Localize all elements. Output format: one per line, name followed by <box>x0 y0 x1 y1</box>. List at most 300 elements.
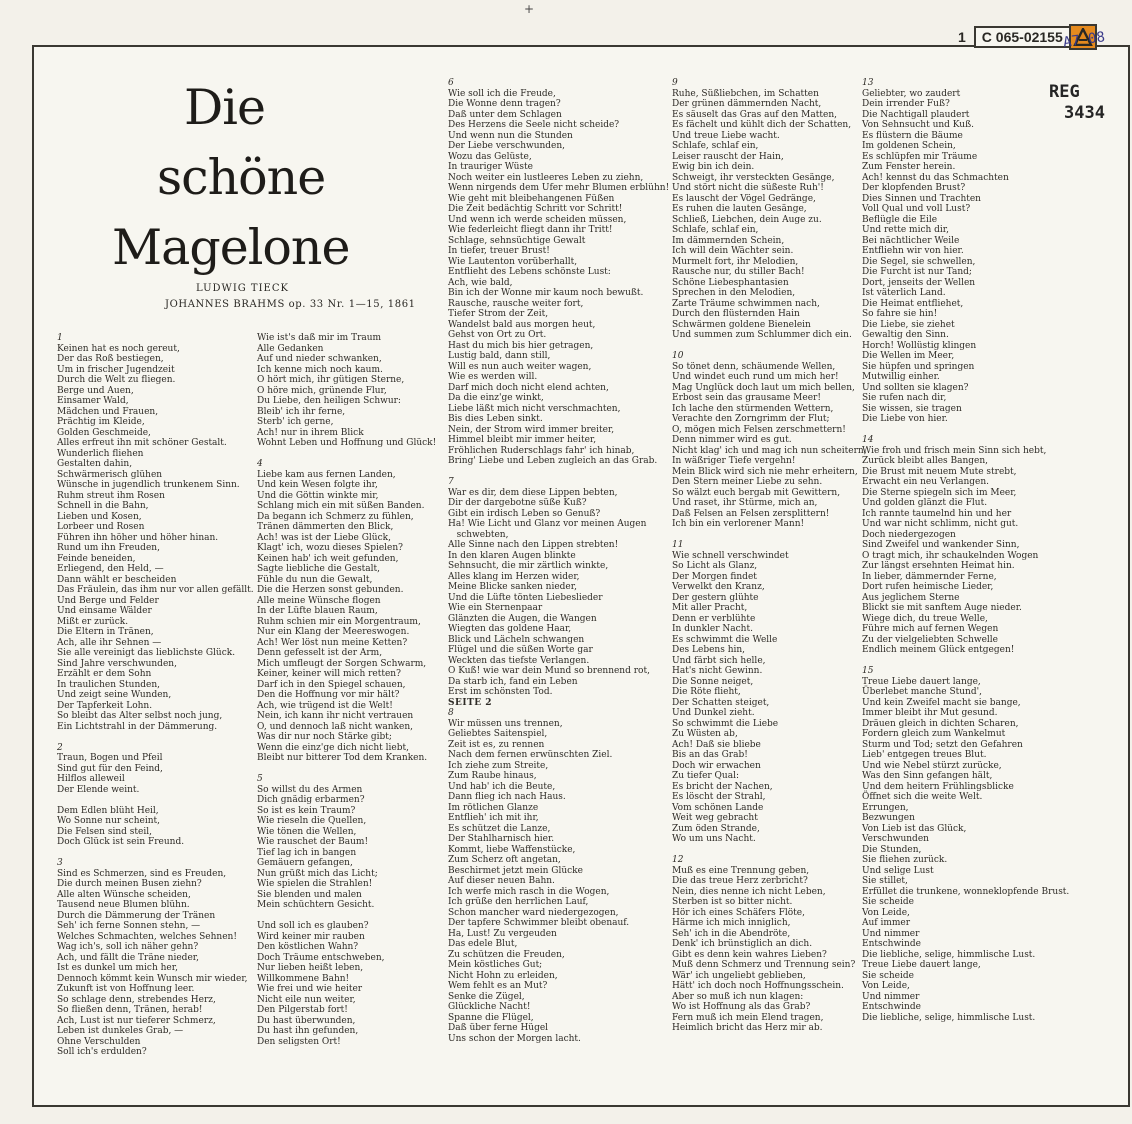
poem-line: Denk' ich brünstiglich an dich. <box>672 939 813 949</box>
poem-number: 15 <box>862 666 874 676</box>
poem-line: Heimlich bricht das Herz mir ab. <box>672 1023 823 1033</box>
poem-line: Es fächelt und kühlt dich der Schatten, <box>672 120 852 130</box>
poem-line: So wälzt euch bergab mit Gewittern, <box>672 487 841 498</box>
poem-line: Treue Liebe dauert lange, <box>862 960 981 970</box>
poem-line: Die Nachtigall plaudert <box>862 109 970 120</box>
poem-number: 3 <box>57 858 63 868</box>
poem-line: Treue Liebe dauert lange, <box>862 676 981 687</box>
poem-line: Glänzten die Augen, die Wangen <box>448 613 597 624</box>
poem-line: Der Stahlharnisch hier. <box>448 834 555 844</box>
poem-line: Wie schnell verschwindet <box>672 550 789 561</box>
poem-line: Sie scheide <box>862 970 914 981</box>
poem-line: Wag ich's, soll ich näher gehn? <box>57 942 199 952</box>
poem-line: Mädchen und Frauen, <box>57 406 159 417</box>
poem-line: Prächtig im Kleide, <box>57 417 145 427</box>
poem-number: 13 <box>862 78 874 88</box>
poem-line: O hört mich, ihr gütigen Sterne, <box>257 375 405 385</box>
poem-line: Keinen hab' ich weit gefunden, <box>257 553 399 564</box>
poem-line: Senke die Zügel, <box>448 991 525 1002</box>
poem-line: Uns schon der Morgen lacht. <box>448 1033 581 1044</box>
text-column-2 <box>257 333 436 1047</box>
poem-line: Hat's nicht Gewinn. <box>672 666 763 676</box>
poem-line: Bei nächtlicher Weile <box>862 235 960 246</box>
poem-line: Und dem heitern Frühlingsblicke <box>862 781 1014 792</box>
poem-line: In lieber, dämmernder Ferne, <box>862 571 997 582</box>
poem-line: Und einsame Wälder <box>57 606 152 616</box>
poem-line: Seh' ich in die Abendröte, <box>672 928 791 939</box>
poem-line: Ich rannte taumelnd hin und her <box>862 508 1012 519</box>
poem-number: 12 <box>672 855 684 865</box>
poem-line: Nicht eile nun weiter, <box>257 994 356 1005</box>
poem-line: Bezwungen <box>862 813 915 823</box>
stamp-line: REG <box>1049 82 1080 102</box>
poem-line: Und raset, ihr Stürme, mich an, <box>672 498 818 508</box>
poem-line: Verachte den Zorngrimm der Flut; <box>672 414 830 424</box>
poem-line: Und kein Wesen folgte ihr, <box>257 480 378 490</box>
poem-line: Weckten das tiefste Verlangen. <box>448 655 590 666</box>
poem-line: Sagte liebliche die Gestalt, <box>257 564 381 574</box>
poem-line: Wem fehlt es an Mut? <box>448 981 548 991</box>
poem-line: Und färbt sich helle, <box>672 655 766 666</box>
poem-line: Nun grüßt mich das Licht; <box>257 868 378 879</box>
poem-line: Da die einz'ge winkt, <box>448 393 544 403</box>
poem-line: Die Liebe von hier. <box>862 414 948 424</box>
poem-line: Mein Blick wird sich nie mehr erheitern, <box>672 466 858 477</box>
poem-line: Wunderlich fliehen <box>57 448 144 459</box>
poem-line: Sturm und Tod; setzt den Gefahren <box>862 739 1023 750</box>
poem-line: Muß denn Schmerz und Trennung sein? <box>672 960 856 970</box>
poem-line: Immer bleibt ihr Mut gesund. <box>862 708 998 718</box>
poem-line: Und selige Lust <box>862 865 934 876</box>
poem-line: Schwärmerisch glühen <box>57 469 163 480</box>
poem-line: Ich lache den stürmenden Wettern, <box>672 403 834 414</box>
poem-line: Im goldenen Schein, <box>862 141 956 151</box>
poem-line: Erst im schönsten Tod. <box>448 687 553 697</box>
poem-line: Wie rieseln die Quellen, <box>257 816 367 826</box>
poem-line: Die Segel, sie schwellen, <box>862 256 976 267</box>
poem-line: Liebe läßt mich nicht verschmachten, <box>448 403 621 414</box>
poem-line: Glückliche Nacht! <box>448 1002 531 1012</box>
poem-line: Schließ, Liebchen, dein Auge zu. <box>672 214 822 225</box>
poem-line: Mein schüchtern Gesicht. <box>257 900 375 910</box>
poem-line: Hast du mich bis hier getragen, <box>448 340 594 351</box>
poem-line: Dräuen gleich in dichten Scharen, <box>862 718 1019 729</box>
poem-line: Die Brust mit neuem Mute strebt, <box>862 466 1017 477</box>
poem-line: Im rötlichen Glanze <box>448 802 539 813</box>
poem-line: Liebe kam aus fernen Landen, <box>257 469 396 480</box>
poem-line: Auf dieser neuen Bahn. <box>448 876 555 886</box>
catalog-number: C 065-02155 <box>974 26 1071 48</box>
poem-line: Und treue Liebe wacht. <box>672 130 780 141</box>
poem-line: Das edele Blut, <box>448 939 518 949</box>
poem-line: Blick und Lächeln schwangen <box>448 634 585 645</box>
poem-line: Ein Lichtstrahl in der Dämmerung. <box>57 721 218 732</box>
poem-line: Denn er verblühte <box>672 613 756 624</box>
poem-line: Nein, dies nenne ich nicht Leben, <box>672 886 826 897</box>
stanza-gap <box>448 467 669 478</box>
poem-line: Daß über ferne Hügel <box>448 1023 549 1033</box>
handwritten-mark: A7 08 <box>1062 29 1107 51</box>
poem-line: Schöne Liebesphantasien <box>672 277 789 288</box>
poem-line: Dem Edlen blüht Heil, <box>57 805 159 816</box>
poem-line: Murmelt fort, ihr Melodien, <box>672 256 799 267</box>
poem-line: Du hast überwunden, <box>257 1015 356 1026</box>
poem-line: Erfüllet die trunkene, wonneklopfende Brust. <box>862 886 1070 897</box>
poem-line: Geliebter, wo zaudert <box>862 88 961 99</box>
poem-line: Durch den flüsternden Hain <box>672 309 800 319</box>
poem-line: Es ruhen die lauten Gesänge, <box>672 204 807 214</box>
poem-line: Den köstlichen Wahn? <box>257 942 359 952</box>
poem-line: Zum Scherz oft angetan, <box>448 855 561 865</box>
poem-line: Die Wellen im Meer, <box>862 351 955 361</box>
poem-line: Und die Lüfte tönten Liebeslieder <box>448 592 603 603</box>
poem-line: Härme ich mich inniglich, <box>672 918 791 928</box>
poem-line: Wär' ich ungeliebt geblieben, <box>672 970 806 981</box>
poem-line: Leiser rauscht der Hain, <box>672 151 784 162</box>
poem-line: Rausche, rausche weiter fort, <box>448 298 584 309</box>
poem-line: Dann flieg ich nach Haus. <box>448 792 566 802</box>
poem-line: Lieben und Kosen, <box>57 511 142 522</box>
poem-line: Die Stunden, <box>862 844 922 855</box>
poem-line: Und stört nicht die süßeste Ruh'! <box>672 183 824 193</box>
poem-line: Um in frischer Jugendzeit <box>57 364 175 375</box>
poem-line: Beschirmet jetzt mein Glücke <box>448 865 583 876</box>
poem-line: Und Berge und Felder <box>57 595 159 606</box>
poem-line: Wie frei und wie heiter <box>257 984 363 994</box>
poem-line: So schwimmt die Liebe <box>672 718 779 729</box>
poem-line: Ich bin ein verlorener Mann! <box>672 519 805 529</box>
poem-line: Zur längst ersehnten Heimat hin. <box>862 561 1015 571</box>
poem-line: Fordern gleich zum Wankelmut <box>862 729 1006 739</box>
poem-line: Schlage, sehnsüchtige Gewalt <box>448 235 586 246</box>
poem-line: Wohnt Leben und Hoffnung und Glück! <box>257 438 437 448</box>
poem-line: Mutwillig einher. <box>862 372 940 382</box>
poem-line: Die das treue Herz zerbricht? <box>672 876 808 886</box>
poem-line: Gestalten dahin, <box>57 459 133 469</box>
poem-line: Entschwinde <box>862 1002 921 1012</box>
poem-line: Gemäuern gefangen, <box>257 858 353 868</box>
poem-line: Doch wir erwachen <box>672 760 761 771</box>
text-column-4 <box>672 78 867 1034</box>
poem-line: Zarte Träume schwimmen nach, <box>672 298 820 309</box>
poem-line: Lorbeer und Rosen <box>57 522 145 532</box>
poem-line: Die durch meinen Busen ziehn? <box>57 879 202 889</box>
poem-line: Ach, wie trügend ist die Welt! <box>257 700 393 711</box>
poem-line: O, und dennoch laß nicht wanken, <box>257 721 413 732</box>
poem-line: Die Röte flieht, <box>672 687 741 697</box>
poem-line: Leben ist dunkeles Grab, — <box>57 1026 184 1036</box>
poem-line: Es löscht der Strahl, <box>672 792 766 802</box>
poem-line: Zeit ist es, zu rennen <box>448 739 545 750</box>
poem-line: Dies Sinnen und Trachten <box>862 193 981 204</box>
poem-line: Des Lebens hin, <box>672 645 746 655</box>
poem-line: Von Sehnsucht und Kuß. <box>862 120 974 130</box>
poem-line: Nein, der Strom wird immer breiter, <box>448 424 615 435</box>
poem-line: Da begann ich Schmerz zu fühlen, <box>257 511 414 522</box>
poem-line: Wie ist's daß mir im Traum <box>257 333 382 343</box>
poem-line: Zu schützen die Freuden, <box>448 949 565 960</box>
poem-line: Die die Herzen sonst gebunden. <box>257 585 404 595</box>
registration-tick: + <box>524 2 535 16</box>
poem-line: Wie geht mit bleibehangenen Füßen <box>448 193 615 204</box>
poem-number: 2 <box>57 742 63 753</box>
poem-line: Doch niedergezogen <box>862 529 956 540</box>
poem-line: Verwelkt den Kranz, <box>672 582 765 592</box>
stanza-gap <box>57 732 254 743</box>
poem-line: Endlich meinem Glück entgegen! <box>862 645 1015 655</box>
poem-number: 4 <box>257 459 263 469</box>
poem-line: Voll Qual und voll Lust? <box>862 204 971 214</box>
poem-line: Gibt ein irdisch Leben so Genuß? <box>448 508 601 519</box>
poem-line: Zukunft ist von Hoffnung leer. <box>57 984 195 994</box>
poem-line: Himmel bleibt mir immer heiter, <box>448 435 597 445</box>
side-label: SEITE 2 <box>448 697 493 708</box>
poem-line: Und rette mich dir, <box>862 225 949 235</box>
poem-line: Und wenn nun die Stunden <box>448 130 573 141</box>
poem-line: Es schlüpfen mir Träume <box>862 151 978 162</box>
poem-line: Ist es dunkel um mich her, <box>57 963 178 973</box>
poem-line: Sie stillet, <box>862 876 908 886</box>
poem-line: Erbost sein das grausame Meer! <box>672 393 821 403</box>
poem-line: Wie soll ich die Freude, <box>448 88 556 99</box>
poem-line: Hätt' ich doch noch Hoffnungsschein. <box>672 981 844 991</box>
poem-line: Erzählt er dem Sohn <box>57 669 152 679</box>
poem-line: Traun, Bogen und Pfeil <box>57 753 163 763</box>
poem-line: Wiege dich, du treue Welle, <box>862 613 988 624</box>
poem-line: Der gestern glühte <box>672 592 759 603</box>
stanza-gap <box>257 449 436 460</box>
poem-number: 1 <box>57 333 63 343</box>
poem-line: Daß Felsen an Felsen zersplittern! <box>672 508 830 519</box>
poem-line: Und nimmer <box>862 991 920 1002</box>
poem-line: Keiner, keiner will mich retten? <box>257 669 401 679</box>
poem-line: Entflieh' ich mit ihr, <box>448 813 539 823</box>
poem-line: Ha! Wie Licht und Glanz vor meinen Augen <box>448 519 647 529</box>
poem-line: Das Fräulein, das ihm nur vor allen gefällt. <box>57 585 254 595</box>
poem-line: Ich ziehe zum Streite, <box>448 760 549 771</box>
poem-line: In wäßriger Tiefe vergehn! <box>672 456 796 466</box>
poem-line: Auf und nieder schwanken, <box>257 354 382 364</box>
stanza-gap <box>672 845 867 856</box>
poem-line: Ewig bin ich dein. <box>672 162 755 172</box>
poem-line: O, mögen mich Felsen zerschmettern! <box>672 424 846 435</box>
poem-line: Kommt, liebe Waffenstücke, <box>448 844 576 855</box>
poem-number: 14 <box>862 435 874 445</box>
poem-line: Sterben ist so bitter nicht. <box>672 897 793 907</box>
poem-line: Flügel und die süßen Worte gar <box>448 645 593 655</box>
poem-line: Dein irrender Fuß? <box>862 99 950 109</box>
poem-line: So Licht als Glanz, <box>672 561 758 571</box>
poem-line: O höre mich, grünende Flur, <box>257 385 387 396</box>
poem-line: In traulichen Stunden, <box>57 679 160 690</box>
poem-line: Ach, Lust ist nur tieferer Schmerz, <box>57 1015 216 1026</box>
poem-line: Zu Wüsten ab, <box>672 729 738 739</box>
poem-line: Rund um ihn Freuden, <box>57 543 160 553</box>
poem-line: Es schützet die Lanze, <box>448 823 551 834</box>
poem-line: Doch Glück ist sein Freund. <box>57 837 185 847</box>
poem-line: Wünsche in jugendlich trunkenem Sinn. <box>57 480 240 490</box>
poem-line: Alle meine Wünsche flogen <box>257 595 381 606</box>
poem-line: Tränen dämmerten den Blick, <box>257 522 394 532</box>
title-line: Die <box>184 79 265 136</box>
poem-line: Entflieht des Lebens schönste Lust: <box>448 267 611 277</box>
poem-line: Und windet euch rund um mich her! <box>672 372 839 382</box>
poem-line: Dann wählt er bescheiden <box>57 574 177 585</box>
poem-line: Fröhlichen Ruderschlags fahr' ich hinab, <box>448 445 635 456</box>
poem-line: Öffnet sich die weite Welt. <box>862 792 983 802</box>
poem-line: Schon mancher ward niedergezogen, <box>448 907 619 918</box>
poem-line: So bleibt das Alter selbst noch jung, <box>57 711 223 721</box>
poem-line: Des Herzens die Seele nicht scheide? <box>448 120 620 130</box>
poem-line: Ach! nur in ihrem Blick <box>257 427 364 438</box>
poem-line: Mißt er zurück. <box>57 616 129 627</box>
poem-line: Du hast ihn gefunden, <box>257 1026 359 1036</box>
poem-line: Tiefer Strom der Zeit, <box>448 309 549 319</box>
poem-line: Golden Geschmeide, <box>57 427 151 438</box>
poem-line: Darf ich in den Spiegel schauen, <box>257 679 406 690</box>
poem-line: Aus jeglichem Sterne <box>862 592 960 603</box>
poem-line: Mich umfleugt der Sorgen Schwarm, <box>257 658 427 669</box>
poem-line: Ruhm streut ihm Rosen <box>57 490 165 501</box>
poem-line: Ach! kennst du das Schmachten <box>862 172 1009 183</box>
poem-line: Bis dies Leben sinkt. <box>448 414 543 424</box>
poem-line: Von Lieb ist das Glück, <box>862 823 967 834</box>
poem-line: Und golden glänzt die Flut. <box>862 498 988 508</box>
poem-line: Die Sterne spiegeln sich im Meer, <box>862 487 1017 498</box>
poem-number: 5 <box>257 774 263 784</box>
stamp-line: 3434 <box>1064 103 1105 123</box>
poem-line: Doch Träume entschweben, <box>257 952 385 963</box>
poem-line: Nein, ich kann ihr nicht vertrauen <box>257 711 414 721</box>
poem-number: 11 <box>672 540 684 550</box>
poem-line: Wird keiner mir rauben <box>257 931 365 942</box>
poem-line: In tiefer, treuer Brust! <box>448 246 550 256</box>
poem-line: Die liebliche, selige, himmlische Lust. <box>862 949 1036 960</box>
poem-line: Bin ich der Wonne mir kaum noch bewußt. <box>448 288 644 298</box>
title-line: schöne <box>157 149 326 206</box>
stanza-gap <box>672 341 867 352</box>
poem-line: In den klaren Augen blinkte <box>448 550 576 561</box>
poem-line: Die Furcht ist nur Tand; <box>862 267 972 277</box>
text-column-1 <box>57 333 254 1058</box>
poem-line: Die Liebe, sie ziehet <box>862 319 955 330</box>
poem-line: So fahre sie hin! <box>862 309 938 319</box>
poem-line: Wenn die einz'ge dich nicht liebt, <box>257 742 409 753</box>
poem-line: Es flüstern die Bäume <box>862 130 963 141</box>
poem-line: Und summen zum Schlummer dich ein. <box>672 330 852 340</box>
poem-line: Nach dem fernen erwünschten Ziel. <box>448 750 613 760</box>
stanza-gap <box>57 848 254 859</box>
poem-line: Und war nicht schlimm, nicht gut. <box>862 519 1019 529</box>
page-title <box>112 73 349 283</box>
poem-line: Einsamer Wald, <box>57 396 129 406</box>
poem-line: Zurück bleibt alles Bangen, <box>862 456 989 466</box>
poem-line: Feinde beneiden, <box>57 553 136 564</box>
poem-line: Und wie Nebel stürzt zurücke, <box>862 760 1002 771</box>
poem-line: Zum Raube hinaus, <box>448 771 537 781</box>
poem-line: Wenn nirgends dem Ufer mehr Blumen erblühn! <box>448 183 670 193</box>
poem-line: Welches Schmachten, welches Sehnen! <box>57 931 237 942</box>
poem-line: Die Eltern in Tränen, <box>57 627 154 637</box>
poem-number: 10 <box>672 351 684 361</box>
poem-line: Wir müssen uns trennen, <box>448 718 563 729</box>
poem-line: Dir der dargebotne süße Kuß? <box>448 498 587 508</box>
poem-line: Sie hüpfen und springen <box>862 361 975 372</box>
poem-line: Nicht Hohn zu erleiden, <box>448 970 558 981</box>
poem-line: O Kuß! wie war dein Mund so brennend rot, <box>448 666 650 676</box>
poem-line: Dort, jenseits der Wellen <box>862 277 976 288</box>
poem-line: Noch weiter ein lustleeres Leben zu ziehn, <box>448 172 644 183</box>
poem-line: Nur ein Klang der Meereswogen. <box>257 627 410 637</box>
poem-line: Wo ist Hoffnung als das Grab? <box>672 1002 811 1012</box>
poem-line: Sie wissen, sie tragen <box>862 403 962 414</box>
poem-line: Klagt' ich, wozu dieses Spielen? <box>257 543 403 553</box>
poem-line: Sie scheide <box>862 897 914 907</box>
poem-line: Lieb' entgegen treues Blut. <box>862 750 987 760</box>
poem-line: Aber so muß ich nun klagen: <box>672 991 804 1002</box>
poem-line: Wie Lautenton vorüberhallt, <box>448 256 578 267</box>
poem-line: Was dir nur noch Stärke gibt; <box>257 732 392 742</box>
poem-line: Sind Jahre verschwunden, <box>57 658 177 669</box>
poem-line: Schweigt, ihr versteckten Gesänge, <box>672 172 835 183</box>
poem-line: Bleib' ich ihr ferne, <box>257 406 346 417</box>
poem-line: Soll ich's erdulden? <box>57 1047 147 1057</box>
poem-line: Will es nun auch weiter wagen, <box>448 361 592 372</box>
poem-line: Der Elende weint. <box>57 784 140 795</box>
poem-line: Darf mich doch nicht elend achten, <box>448 382 609 393</box>
poem-line: Dennoch kömmt kein Wunsch mir wieder, <box>57 973 248 984</box>
poem-line: Wie spielen die Strahlen! <box>257 879 373 889</box>
text-column-5 <box>862 78 1069 1023</box>
poem-number: 7 <box>448 477 454 487</box>
poem-line: Alle alten Wünsche scheiden, <box>57 889 191 900</box>
poem-line: Mag Unglück doch laut um mich bellen, <box>672 382 855 393</box>
poem-line: Und wenn ich werde scheiden müssen, <box>448 214 627 225</box>
poem-line: Alles erfreut ihn mit schöner Gestalt. <box>57 438 227 448</box>
poem-line: Den seligsten Ort! <box>257 1036 341 1047</box>
poem-line: Die Heimat entfliehet, <box>862 298 964 309</box>
poem-line: Hör ich eines Schäfers Flöte, <box>672 907 805 918</box>
poem-line: Schwärmen goldene Bienelein <box>672 319 811 330</box>
poem-line: Den die Hoffnung vor mir hält? <box>257 690 400 700</box>
poem-line: War es dir, dem diese Lippen bebten, <box>448 487 618 498</box>
poem-line: Der Schatten steiget, <box>672 697 770 708</box>
poem-line: In trauriger Wüste <box>448 162 533 172</box>
poem-line: Es schwimmt die Welle <box>672 634 778 645</box>
poem-line: Geliebtes Saitenspiel, <box>448 729 548 739</box>
poem-line: Da starb ich, fand ein Leben <box>448 676 578 687</box>
poem-line: Ich werfe mich rasch in die Wogen, <box>448 886 610 897</box>
poem-line: Sie fliehen zurück. <box>862 855 948 865</box>
poem-line: Ich kenne mich noch kaum. <box>257 364 383 375</box>
poem-line: Ich will dein Wächter sein. <box>672 246 794 256</box>
poem-line: Ohne Verschulden <box>57 1036 141 1047</box>
poem-line: Wandelst bald aus morgen heut, <box>448 319 596 330</box>
poem-line: Schlafe, schlaf ein, <box>672 141 759 151</box>
stanza-gap <box>257 764 436 775</box>
stanza-gap <box>862 425 1069 436</box>
poem-line: Wie froh und frisch mein Sinn sich hebt, <box>862 445 1047 456</box>
poem-line: Der klopfenden Brust? <box>862 183 966 193</box>
poem-line: Tief lag ich in bangen <box>257 847 357 858</box>
poem-line: Den Stern meiner Liebe zu sehn. <box>672 477 823 487</box>
poem-line: Errungen, <box>862 802 909 813</box>
poem-line: Die Wonne denn tragen? <box>448 99 561 109</box>
poem-line: So ist es kein Traum? <box>257 805 356 816</box>
poem-line: Alle Gedanken <box>257 343 324 354</box>
poem-line: Zum Fenster herein. <box>862 162 956 172</box>
poem-line: Und soll ich es glauben? <box>257 921 369 931</box>
